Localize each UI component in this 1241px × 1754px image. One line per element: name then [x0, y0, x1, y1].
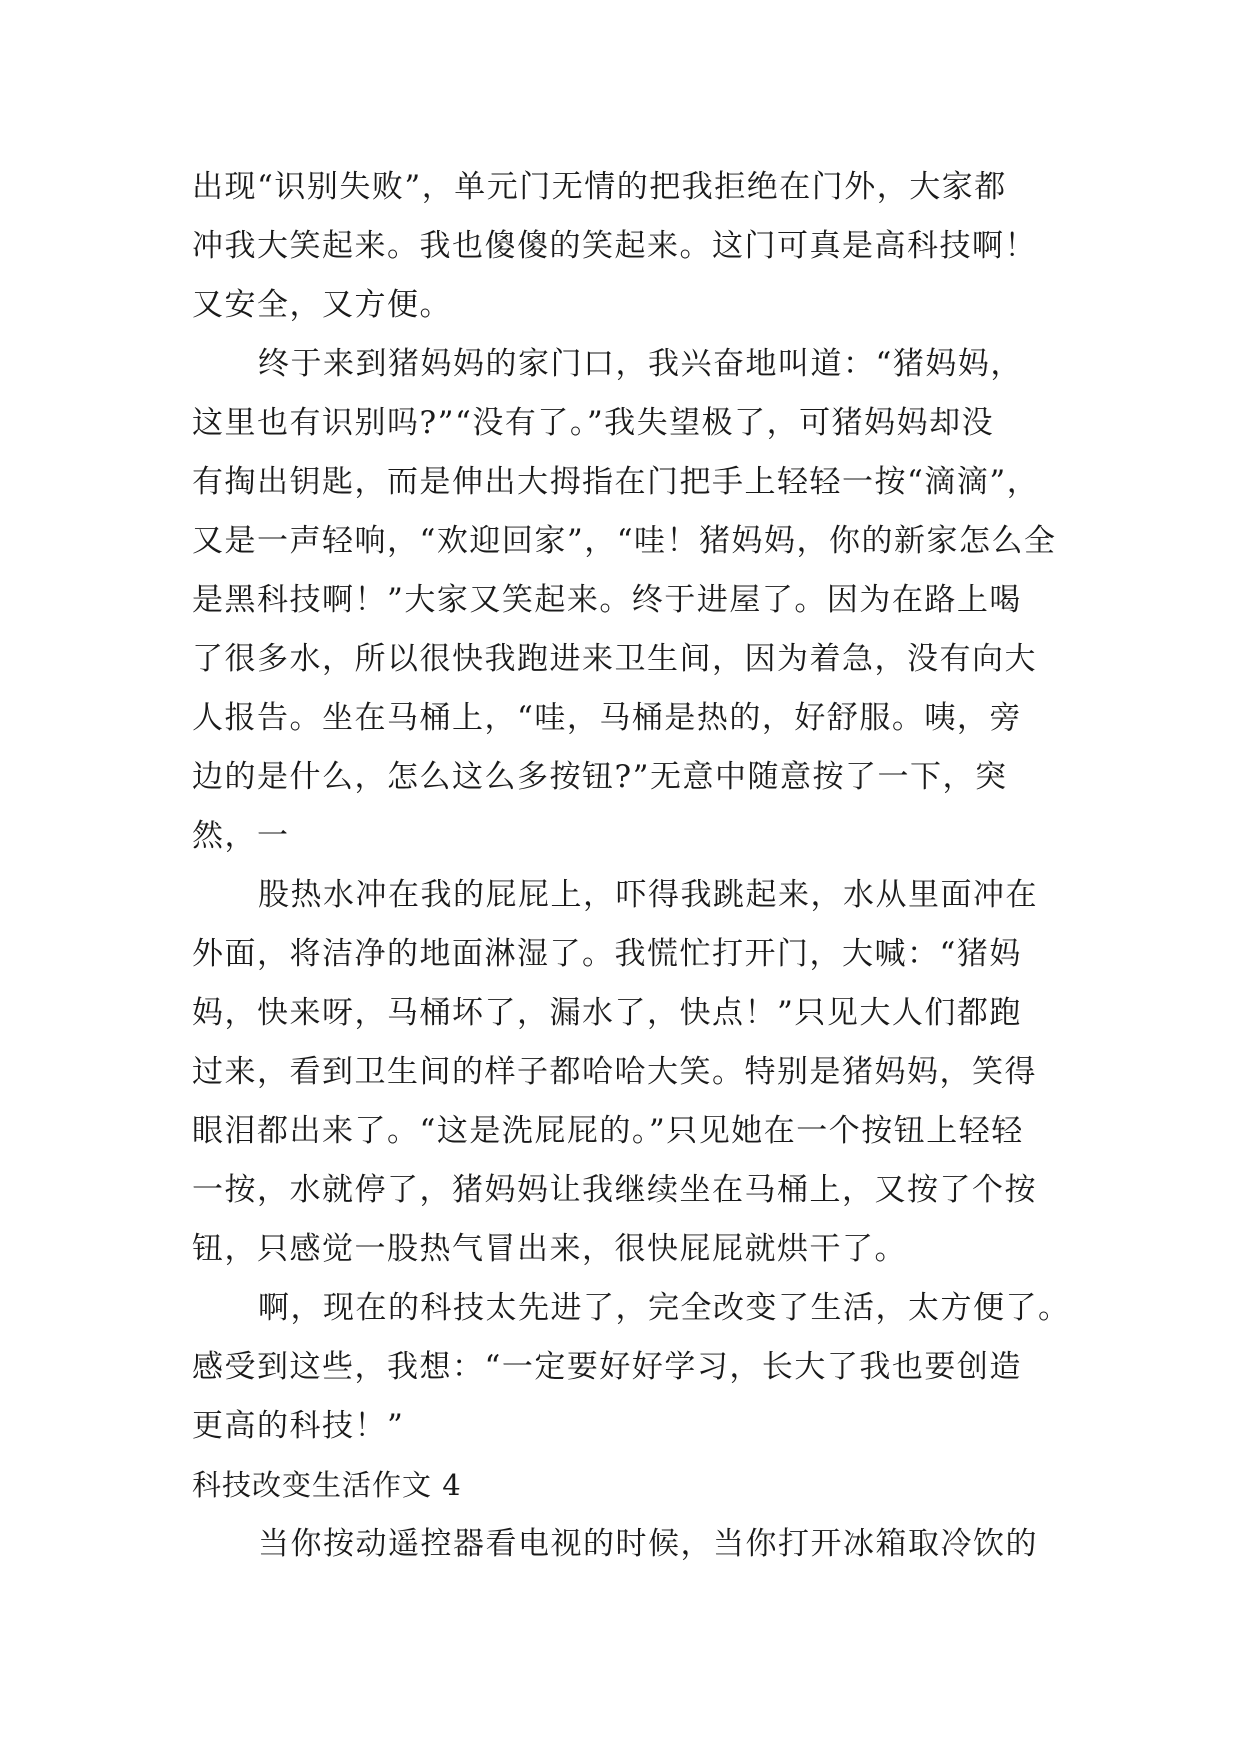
- text-line: 人报告。坐在马桶上，“哇，马桶是热的，好舒服。咦，旁: [192, 700, 1022, 736]
- text-line: 边的是什么，怎么这么多按钮?”无意中随意按了一下，突: [192, 759, 1008, 795]
- text-line: 妈，快来呀，马桶坏了，漏水了，快点！”只见大人们都跑: [192, 995, 1022, 1031]
- paragraph-start-line: 啊，现在的科技太先进了，完全改变了生活，太方便了。: [258, 1290, 1071, 1326]
- text-line: 眼泪都出来了。“这是洗屁屁的。”只见她在一个按钮上轻轻: [192, 1113, 1024, 1149]
- section-heading: 科技改变生活作文 4: [192, 1468, 462, 1502]
- text-line: 冲我大笑起来。我也傻傻的笑起来。这门可真是高科技啊！: [192, 228, 1037, 264]
- text-line: 是黑科技啊！”大家又笑起来。终于进屋了。因为在路上喝: [192, 582, 1022, 618]
- paragraph-start-line: 股热水冲在我的屁屁上，吓得我跳起来，水从里面冲在: [258, 877, 1038, 913]
- document-page: [192, 158, 1071, 1574]
- text-line: 出现“识别失败”，单元门无情的把我拒绝在门外，大家都: [192, 169, 1007, 205]
- text-line: 外面，将洁净的地面淋湿了。我慌忙打开门，大喊：“猪妈: [192, 936, 1022, 972]
- text-line: 然，一: [192, 818, 290, 854]
- paragraph-start-line: 当你按动遥控器看电视的时候，当你打开冰箱取冷饮的: [258, 1526, 1038, 1562]
- text-line: 又安全，又方便。: [192, 287, 452, 323]
- text-line: 这里也有识别吗?”“没有了。”我失望极了，可猪妈妈却没: [192, 405, 995, 441]
- paragraph-start-line: 终于来到猪妈妈的家门口，我兴奋地叫道：“猪妈妈，: [258, 346, 1023, 382]
- text-line: 感受到这些，我想：“一定要好好学习，长大了我也要创造: [192, 1349, 1022, 1385]
- text-line: 一按，水就停了，猪妈妈让我继续坐在马桶上，又按了个按: [192, 1172, 1037, 1208]
- text-line: 又是一声轻响，“欢迎回家”，“哇！猪妈妈，你的新家怎么全: [192, 523, 1057, 559]
- text-line: 更高的科技！”: [192, 1408, 405, 1444]
- text-line: 有掏出钥匙，而是伸出大拇指在门把手上轻轻一按“滴滴”，: [192, 464, 1040, 500]
- text-line: 钮，只感觉一股热气冒出来，很快屁屁就烘干了。: [192, 1231, 907, 1267]
- text-line: 了很多水，所以很快我跑进来卫生间，因为着急，没有向大: [192, 641, 1037, 677]
- text-line: 过来，看到卫生间的样子都哈哈大笑。特别是猪妈妈，笑得: [192, 1054, 1037, 1090]
